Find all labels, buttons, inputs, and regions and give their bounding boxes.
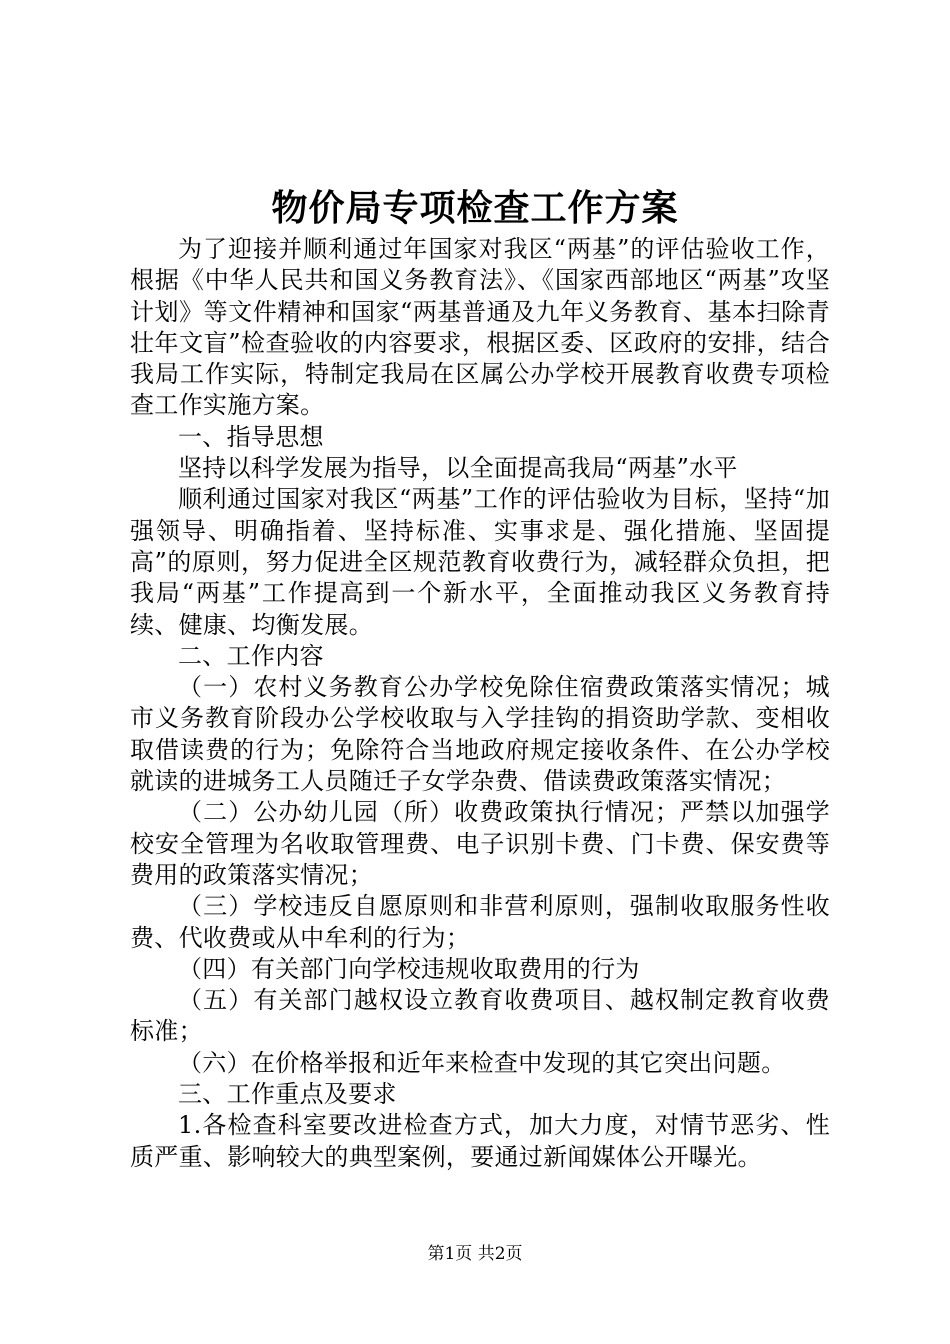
section-heading-guiding-ideology: 一、指导思想 bbox=[178, 422, 324, 451]
paragraph-item-6: （六）在价格举报和近年来检查中发现的其它突出问题。 bbox=[178, 1048, 786, 1077]
paragraph-item-1: （一）农村义务教育公办学校免除住宿费政策落实情况；城市义务教育阶段办公学校收取与入学挂钩的捐资助学款、变相收取借读费的行为；免除符合当地政府规定接收条件、在公办学校就读的进城务工人员随迁子女学杂费、借读费政策落实情况； bbox=[130, 673, 830, 796]
paragraph-guiding-2: 顺利通过国家对我区“两基”工作的评估验收为目标，坚持“加强领导、明确指着、坚持标准、实事求是、强化措施、坚固提高”的原则，努力促进全区规范教育收费行为，减轻群众负担，把我局“两基”工作提高到一个新水平，全面推动我区义务教育持续、健康、均衡发展。 bbox=[130, 485, 830, 639]
document-title: 物价局专项检查工作方案 bbox=[271, 187, 679, 229]
section-heading-work-content: 二、工作内容 bbox=[178, 641, 324, 670]
paragraph-item-5: （五）有关部门越权设立教育收费项目、越权制定教育收费标准； bbox=[130, 986, 830, 1046]
page-footer: 第1页 共2页 bbox=[427, 1244, 523, 1264]
paragraph-guiding-1: 坚持以科学发展为指导，以全面提高我局“两基”水平 bbox=[178, 454, 738, 483]
document-body bbox=[130, 234, 830, 1173]
section-heading-key-points: 三、工作重点及要求 bbox=[178, 1080, 397, 1109]
paragraph-item-2: （二）公办幼儿园（所）收费政策执行情况；严禁以加强学校安全管理为名收取管理费、电子识别卡费、门卡费、保安费等费用的政策落实情况； bbox=[130, 798, 830, 889]
intro-paragraph: 为了迎接并顺利通过年国家对我区“两基”的评估验收工作，根据《中华人民共和国义务教育法》、《国家西部地区“两基”攻坚计划》等文件精神和国家“两基普通及九年义务教育、基本扫除青壮年文盲”检查验收的内容要求，根据区委、区政府的安排，结合我局工作实际，特制定我局在区属公办学校开展教育收费专项检查工作实施方案。 bbox=[130, 235, 830, 420]
paragraph-key-point-1: 1.各检查科室要改进检查方式，加大力度，对情节恶劣、性质严重、影响较大的典型案例，要通过新闻媒体公开曝光。 bbox=[130, 1111, 830, 1171]
paragraph-item-4: （四）有关部门向学校违规收取费用的行为 bbox=[178, 954, 640, 983]
paragraph-item-3: （三）学校违反自愿原则和非营利原则，强制收取服务性收费、代收费或从中牟利的行为； bbox=[130, 892, 830, 952]
